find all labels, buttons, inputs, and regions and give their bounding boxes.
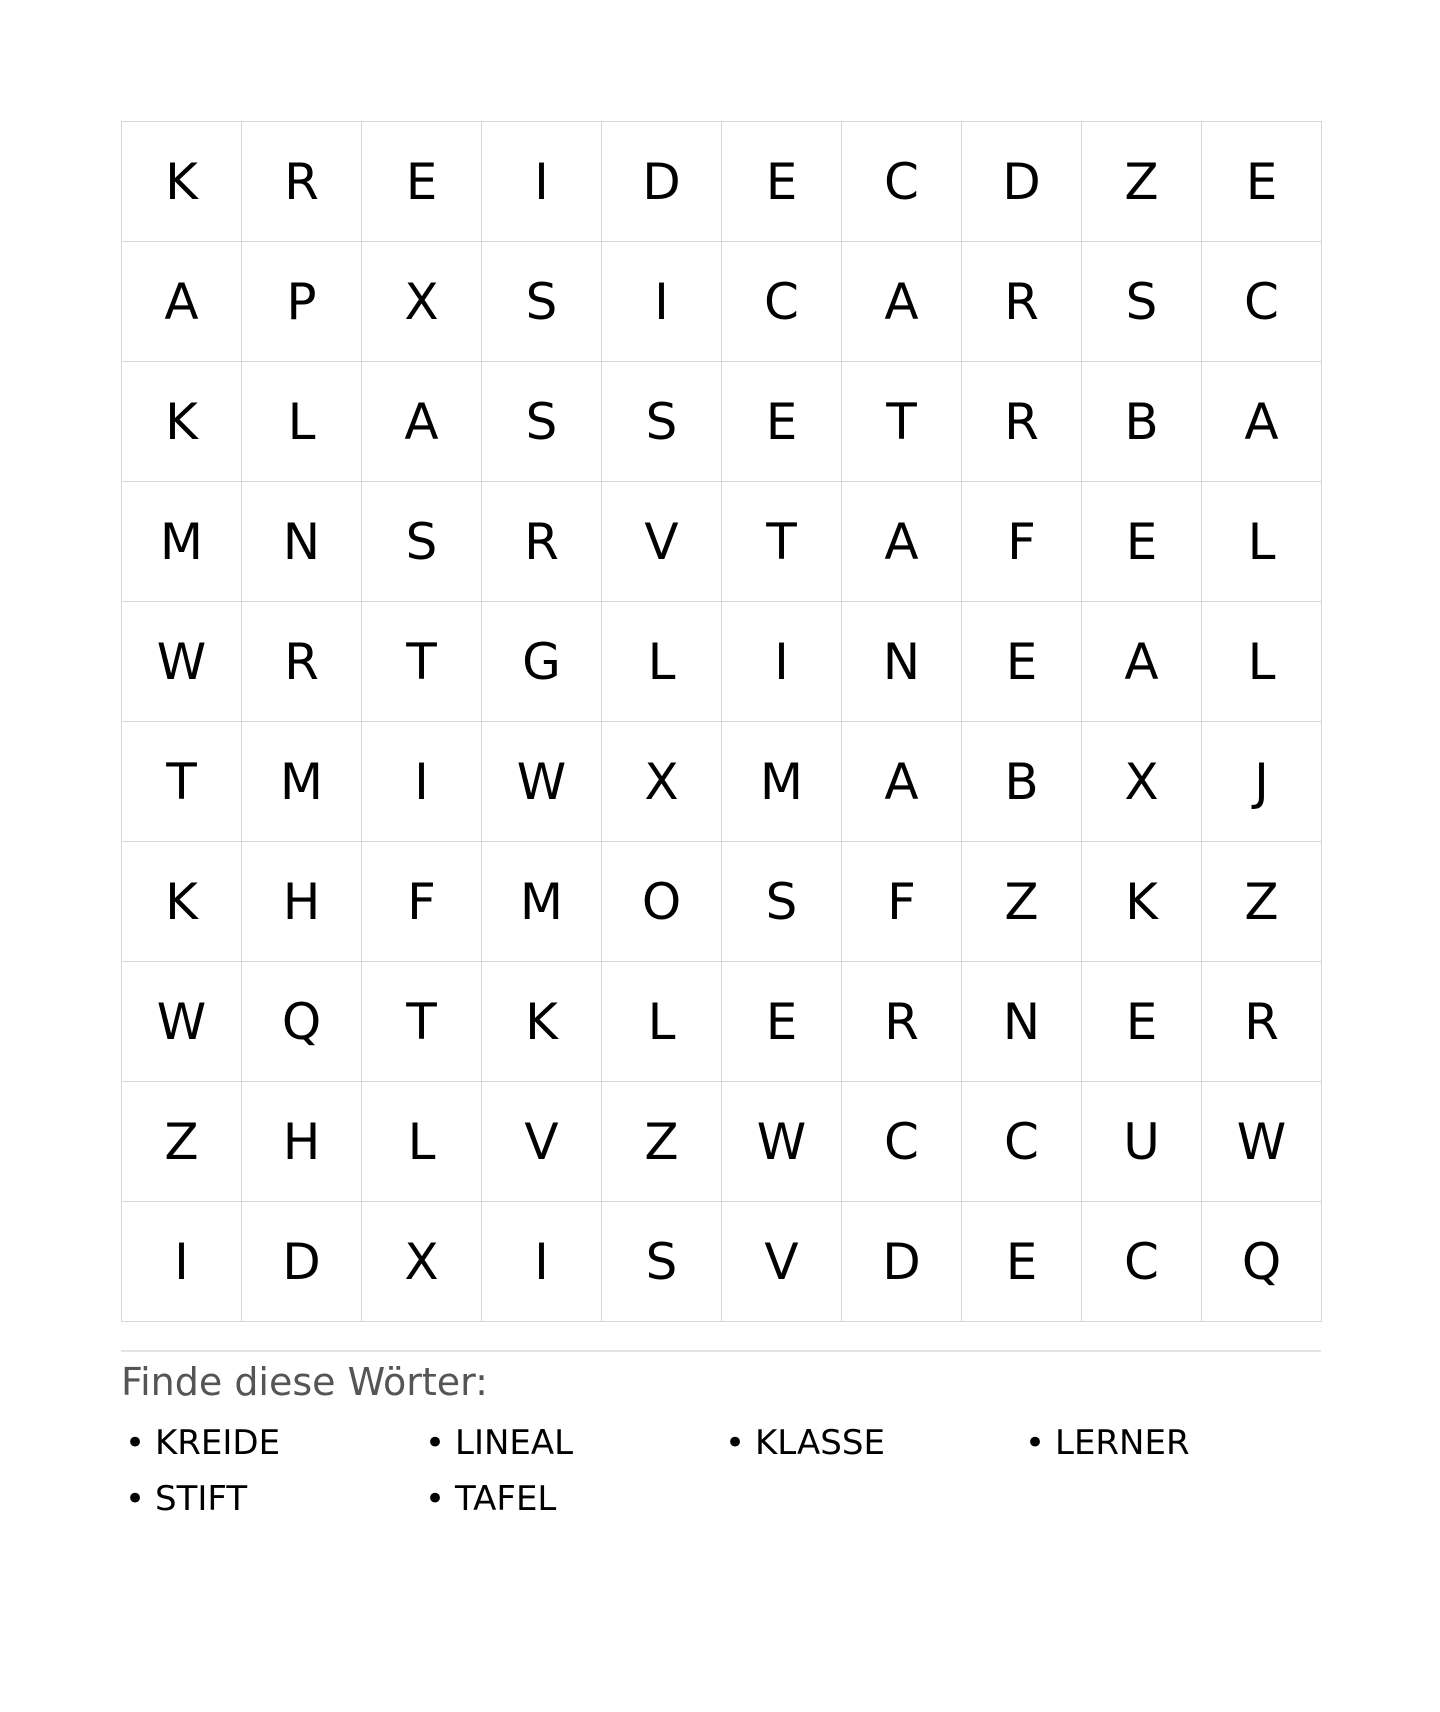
grid-cell[interactable]: Z xyxy=(1082,122,1202,242)
grid-cell[interactable]: E xyxy=(1202,122,1322,242)
grid-cell[interactable]: K xyxy=(122,122,242,242)
grid-cell[interactable]: E xyxy=(722,962,842,1082)
grid-cell[interactable]: N xyxy=(962,962,1082,1082)
grid-cell[interactable]: N xyxy=(842,602,962,722)
grid-cell[interactable]: R xyxy=(962,362,1082,482)
grid-cell[interactable]: Z xyxy=(602,1082,722,1202)
grid-cell[interactable]: W xyxy=(1202,1082,1322,1202)
grid-cell[interactable]: A xyxy=(122,242,242,362)
grid-cell[interactable]: A xyxy=(842,242,962,362)
grid-cell[interactable]: Z xyxy=(962,842,1082,962)
grid-cell[interactable]: Z xyxy=(122,1082,242,1202)
grid-cell[interactable]: K xyxy=(1082,842,1202,962)
grid-cell[interactable]: M xyxy=(242,722,362,842)
grid-cell[interactable]: G xyxy=(482,602,602,722)
grid-cell[interactable]: C xyxy=(962,1082,1082,1202)
grid-cell[interactable]: E xyxy=(962,602,1082,722)
grid-cell[interactable]: S xyxy=(482,242,602,362)
grid-cell[interactable]: B xyxy=(1082,362,1202,482)
grid-cell[interactable]: P xyxy=(242,242,362,362)
grid-cell[interactable]: K xyxy=(122,362,242,482)
grid-cell[interactable]: C xyxy=(842,1082,962,1202)
grid-cell[interactable]: T xyxy=(362,602,482,722)
grid-cell[interactable]: D xyxy=(962,122,1082,242)
grid-cell[interactable]: K xyxy=(122,842,242,962)
grid-cell[interactable]: H xyxy=(242,842,362,962)
grid-cell[interactable]: R xyxy=(1202,962,1322,1082)
grid-cell[interactable]: L xyxy=(602,602,722,722)
grid-cell[interactable]: A xyxy=(362,362,482,482)
grid-cell[interactable]: A xyxy=(1082,602,1202,722)
grid-cell[interactable]: E xyxy=(1082,482,1202,602)
grid-cell[interactable]: C xyxy=(722,242,842,362)
grid-cell[interactable]: A xyxy=(842,722,962,842)
grid-cell[interactable]: L xyxy=(242,362,362,482)
grid-cell[interactable]: X xyxy=(602,722,722,842)
grid-cell[interactable]: M xyxy=(722,722,842,842)
word-label: STIFT xyxy=(155,1478,248,1519)
word-label: LINEAL xyxy=(455,1422,574,1463)
grid-cell[interactable]: C xyxy=(842,122,962,242)
grid-cell[interactable]: D xyxy=(242,1202,362,1322)
grid-cell[interactable]: T xyxy=(842,362,962,482)
grid-cell[interactable]: L xyxy=(1202,482,1322,602)
bullet-icon: • xyxy=(425,1478,446,1519)
grid-cell[interactable]: I xyxy=(722,602,842,722)
grid-cell[interactable]: D xyxy=(842,1202,962,1322)
grid-cell[interactable]: S xyxy=(362,482,482,602)
grid-cell[interactable]: W xyxy=(122,962,242,1082)
grid-cell[interactable]: L xyxy=(602,962,722,1082)
grid-cell[interactable]: C xyxy=(1082,1202,1202,1322)
bullet-icon: • xyxy=(125,1422,146,1463)
word-label: KREIDE xyxy=(155,1422,281,1463)
grid-cell[interactable]: I xyxy=(602,242,722,362)
grid-cell[interactable]: V xyxy=(602,482,722,602)
grid-cell[interactable]: K xyxy=(482,962,602,1082)
grid-cell[interactable]: T xyxy=(122,722,242,842)
grid-cell[interactable]: S xyxy=(1082,242,1202,362)
letter-grid xyxy=(121,121,1322,1322)
grid-cell[interactable]: Z xyxy=(1202,842,1322,962)
grid-cell[interactable]: W xyxy=(122,602,242,722)
word-label: KLASSE xyxy=(755,1422,885,1463)
bullet-icon: • xyxy=(125,1478,146,1519)
grid-cell[interactable]: J xyxy=(1202,722,1322,842)
grid-cell[interactable]: M xyxy=(482,842,602,962)
grid-cell[interactable]: S xyxy=(602,1202,722,1322)
grid-cell[interactable]: L xyxy=(1202,602,1322,722)
bullet-icon: • xyxy=(1025,1422,1046,1463)
grid-cell[interactable]: M xyxy=(122,482,242,602)
grid-cell[interactable]: U xyxy=(1082,1082,1202,1202)
word-list-item xyxy=(121,1476,421,1522)
grid-cell[interactable]: W xyxy=(722,1082,842,1202)
word-label: TAFEL xyxy=(455,1478,557,1519)
word-search-puzzle xyxy=(121,121,1320,1522)
grid-cell[interactable]: L xyxy=(362,1082,482,1202)
grid-cell[interactable]: X xyxy=(362,242,482,362)
grid-cell[interactable]: S xyxy=(482,362,602,482)
word-list-item xyxy=(421,1420,721,1466)
word-list-item xyxy=(421,1476,721,1522)
word-list xyxy=(121,1420,1321,1522)
grid-cell[interactable]: V xyxy=(482,1082,602,1202)
grid-cell[interactable]: I xyxy=(482,122,602,242)
word-list-prompt: Finde diese Wörter: xyxy=(121,1360,488,1404)
grid-cell[interactable]: D xyxy=(602,122,722,242)
grid-cell[interactable]: S xyxy=(722,842,842,962)
grid-cell[interactable]: W xyxy=(482,722,602,842)
grid-cell[interactable]: H xyxy=(242,1082,362,1202)
word-list-item xyxy=(1021,1420,1321,1466)
grid-cell[interactable]: N xyxy=(242,482,362,602)
grid-cell[interactable]: E xyxy=(722,362,842,482)
grid-cell[interactable]: E xyxy=(1082,962,1202,1082)
grid-cell[interactable]: T xyxy=(362,962,482,1082)
bullet-icon: • xyxy=(425,1422,446,1463)
grid-cell[interactable]: B xyxy=(962,722,1082,842)
grid-cell[interactable]: E xyxy=(362,122,482,242)
grid-cell[interactable]: S xyxy=(602,362,722,482)
grid-cell[interactable]: Q xyxy=(242,962,362,1082)
word-list-item xyxy=(121,1420,421,1466)
grid-cell[interactable]: E xyxy=(962,1202,1082,1322)
word-list-item xyxy=(721,1420,1021,1466)
grid-cell[interactable]: T xyxy=(722,482,842,602)
grid-cell[interactable]: F xyxy=(362,842,482,962)
grid-cell[interactable]: O xyxy=(602,842,722,962)
grid-cell[interactable]: A xyxy=(1202,362,1322,482)
grid-cell[interactable]: R xyxy=(242,122,362,242)
grid-cell[interactable]: E xyxy=(722,122,842,242)
grid-cell[interactable]: X xyxy=(362,1202,482,1322)
grid-cell[interactable]: R xyxy=(842,962,962,1082)
grid-cell[interactable]: I xyxy=(362,722,482,842)
grid-cell[interactable]: A xyxy=(842,482,962,602)
word-label: LERNER xyxy=(1055,1422,1190,1463)
grid-cell[interactable]: I xyxy=(122,1202,242,1322)
divider xyxy=(121,1350,1321,1352)
grid-cell[interactable]: R xyxy=(242,602,362,722)
grid-cell[interactable]: X xyxy=(1082,722,1202,842)
grid-cell[interactable]: F xyxy=(842,842,962,962)
grid-cell[interactable]: R xyxy=(962,242,1082,362)
grid-cell[interactable]: R xyxy=(482,482,602,602)
grid-cell[interactable]: C xyxy=(1202,242,1322,362)
grid-cell[interactable]: F xyxy=(962,482,1082,602)
grid-cell[interactable]: V xyxy=(722,1202,842,1322)
grid-cell[interactable]: I xyxy=(482,1202,602,1322)
bullet-icon: • xyxy=(725,1422,746,1463)
grid-cell[interactable]: Q xyxy=(1202,1202,1322,1322)
